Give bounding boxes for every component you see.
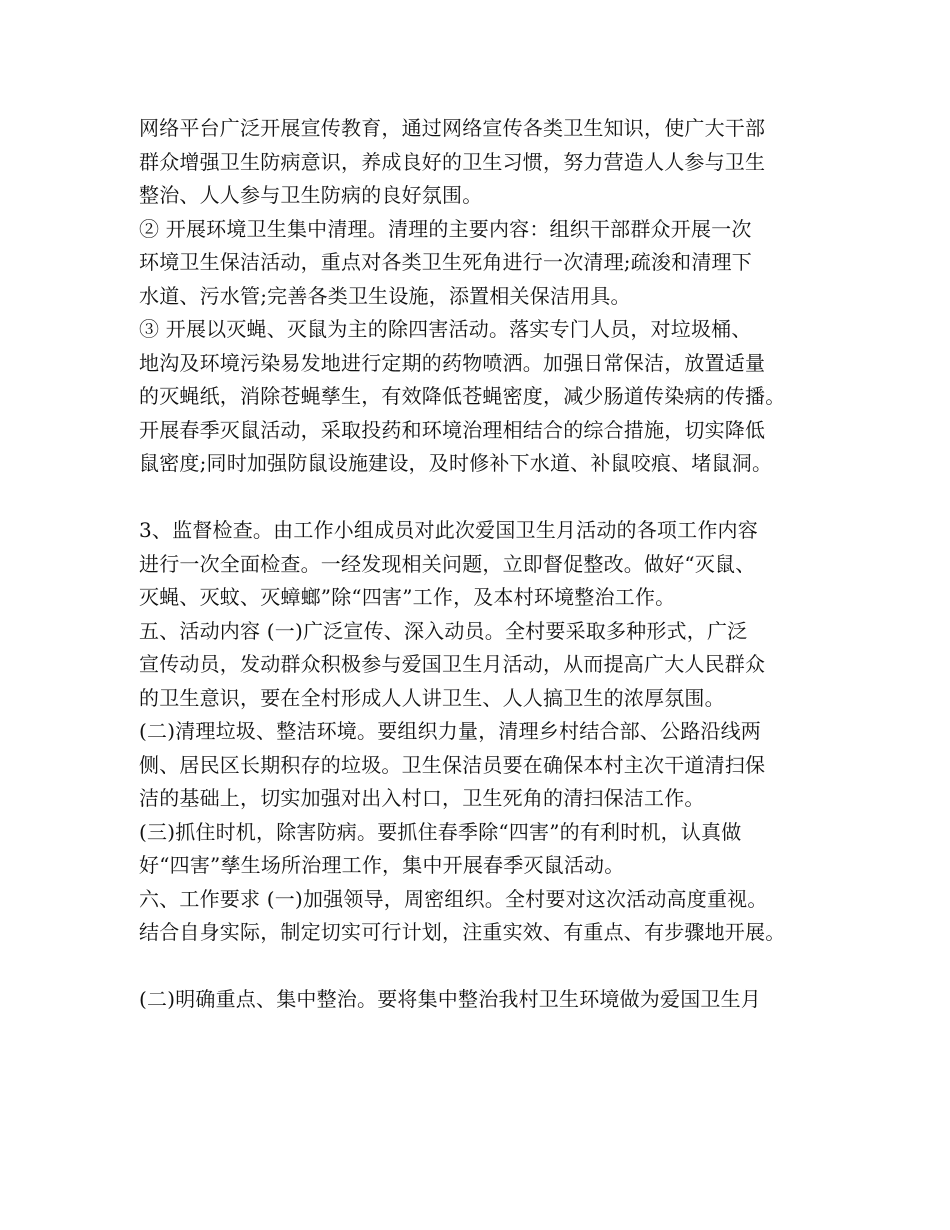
text-line: 群众增强卫生防病意识，养成良好的卫生习惯，努力营造人人参与卫生 xyxy=(139,149,766,174)
text-line: 的灭蝇纸，消除苍蝇孳生，有效降低苍蝇密度，减少肠道传染病的传播。 xyxy=(139,384,786,408)
text-line: 五、活动内容 (一)广泛宣传、深入动员。全村要采取多种形式，广泛 xyxy=(139,618,748,643)
text-line: 进行一次全面检查。一经发现相关问题，立即督促整改。做好“灭鼠、 xyxy=(139,551,756,576)
text-line: 灭蝇、灭蚊、灭蟑螂”除“四害”工作，及本村环境整治工作。 xyxy=(139,585,676,609)
text-line: (二)清理垃圾、整洁环境。要组织力量，清理乡村结合部、公路沿线两 xyxy=(139,719,762,743)
text-line: 宣传动员，发动群众积极参与爱国卫生月活动，从而提高广大人民群众 xyxy=(139,652,766,676)
text-line: 水道、污水管;完善各类卫生设施，添置相关保洁用具。 xyxy=(139,283,631,308)
text-line: (二)明确重点、集中整治。要将集中整治我村卫生环境做为爱国卫生月 xyxy=(139,987,762,1011)
text-line: ② 开展环境卫生集中清理。清理的主要内容：组织干部群众开展一次 xyxy=(139,216,752,241)
text-line: 地沟及环境污染易发地进行定期的药物喷洒。加强日常保洁，放置适量 xyxy=(139,350,766,375)
paragraph-gap xyxy=(139,950,839,984)
text-line: 六、工作要求 (一)加强领导，周密组织。全村要对这次活动高度重视。 xyxy=(139,886,768,911)
text-line: 开展春季灭鼠活动，采取投药和环境治理相结合的综合措施，切实降低 xyxy=(139,417,766,442)
text-line: 结合自身实际，制定切实可行计划，注重实效、有重点、有步骤地开展。 xyxy=(139,920,786,944)
paragraph-gap xyxy=(139,481,839,515)
text-line: 3、监督检查。由工作小组成员对此次爱国卫生月活动的各项工作内容 xyxy=(139,518,758,542)
text-line: 的卫生意识，要在全村形成人人讲卫生、人人搞卫生的浓厚氛围。 xyxy=(139,685,725,710)
text-line: 网络平台广泛开展宣传教育，通过网络宣传各类卫生知识，使广大干部 xyxy=(139,116,766,140)
text-line: 侧、居民区长期积存的垃圾。卫生保洁员要在确保本村主次干道清扫保 xyxy=(139,752,766,777)
text-line: 鼠密度;同时加强防鼠设施建设，及时修补下水道、补鼠咬痕、堵鼠洞。 xyxy=(139,451,773,475)
text-line: 好“四害”孳生场所治理工作，集中开展春季灭鼠活动。 xyxy=(139,853,625,877)
text-line: 洁的基础上，切实加强对出入村口，卫生死角的清扫保洁工作。 xyxy=(139,786,705,810)
text-line: 整治、人人参与卫生防病的良好氛围。 xyxy=(139,183,483,207)
text-line: ③ 开展以灭蝇、灭鼠为主的除四害活动。落实专门人员，对垃圾桶、 xyxy=(139,317,752,341)
text-line: (三)抓住时机，除害防病。要抓住春季除“四害”的有利时机，认真做 xyxy=(139,819,742,844)
document-body xyxy=(139,112,839,1017)
text-line: 环境卫生保洁活动，重点对各类卫生死角进行一次清理;疏浚和清理下 xyxy=(139,250,752,274)
